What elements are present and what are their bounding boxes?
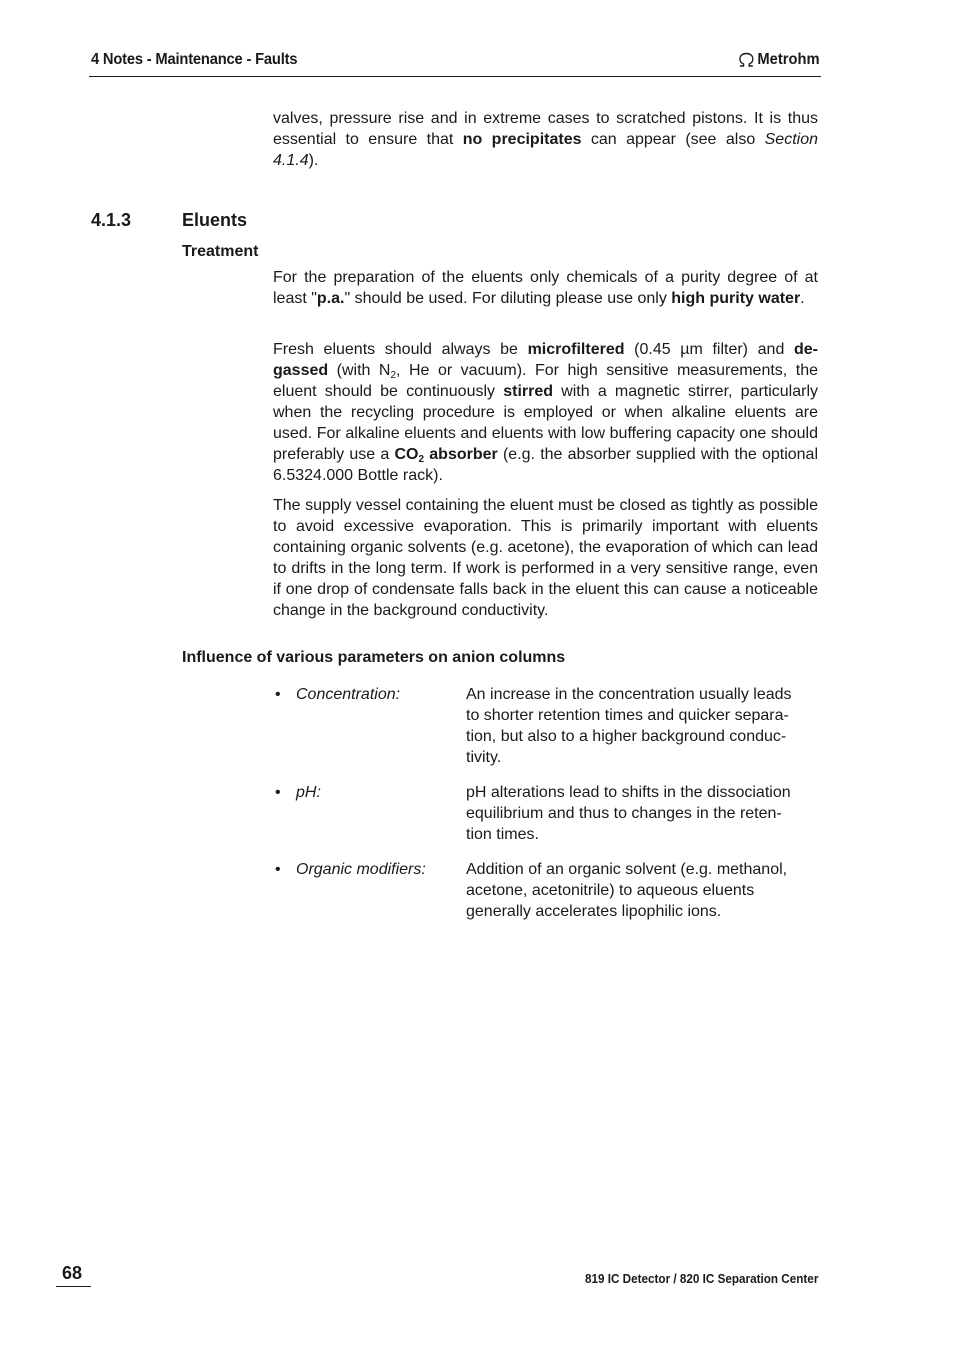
footer-document-title: 819 IC Detector / 820 IC Separation Center: [584, 1271, 818, 1286]
parameter-description: An increase in the concentration usually leads to shorter retention times and quicker separa- tion, but also to a higher background conduc- tivity.: [466, 686, 792, 766]
metrohm-logo: [738, 51, 820, 69]
treatment-paragraph-1: For the preparation of the eluents only chemicals of a purity degree of at least "p.a." should be used. For diluting please use only high purity water.: [273, 269, 818, 307]
influence-heading: Influence of various parameters on anion columns: [182, 649, 566, 666]
parameter-description: Addition of an organic solvent (e.g. methanol, acetone, acetonitrile) to aqueous eluents generally accelerates lipophilic ions.: [466, 861, 788, 920]
section-number: 4.1.3: [91, 210, 132, 230]
treatment-heading: Treatment: [182, 243, 259, 260]
bullet-icon: •: [275, 784, 281, 801]
header-rule: [89, 76, 821, 77]
treatment-paragraph-3: The supply vessel containing the eluent must be closed as tightly as possible to avoid excessive evaporation. This is primarily important with eluents containing organic solvents (e.g. acetone), the evaporation of which can lead to drifts in the long term. If work is performed in a very sensitive range, even if one drop of condensate falls back in the eluent this can cause a noticeable change in the background conductivity.: [273, 497, 818, 619]
parameter-term: Concentration:: [296, 686, 401, 703]
bullet-icon: •: [275, 861, 281, 878]
parameter-description: pH alterations lead to shifts in the dissociation equilibrium and thus to changes in the reten- tion times.: [466, 784, 791, 843]
running-header-title: 4 Notes - Maintenance - Faults: [91, 51, 298, 68]
omega-icon: [738, 52, 756, 68]
logo-text: Metrohm: [757, 51, 820, 68]
page-number-rule: [56, 1286, 91, 1287]
parameter-term: Organic modifiers:: [296, 861, 426, 878]
intro-paragraph: valves, pressure rise and in extreme cases to scratched pistons. It is thus essential to ensure that no precipitates can appear (see also Section 4.1.4).: [273, 110, 818, 169]
parameter-term: pH:: [296, 784, 321, 801]
section-title: Eluents: [182, 210, 248, 230]
treatment-paragraph-2: Fresh eluents should always be microfiltered (0.45 µm filter) and de-gassed (with $N_2$, He or vacuum). For high sensitive measurements, the eluent should be continuously stirred with a magnetic stirrer, particularly when the recycling procedure is employed or when alkaline eluents are used. For alkaline eluents and eluents with low buffering capacity one should preferably use a $CO_2$ absorber (e.g. the absorber supplied with the optional 6.5324.000 Bottle rack).: [273, 341, 819, 484]
page-number: 68: [62, 1263, 83, 1283]
bullet-icon: •: [275, 686, 281, 703]
